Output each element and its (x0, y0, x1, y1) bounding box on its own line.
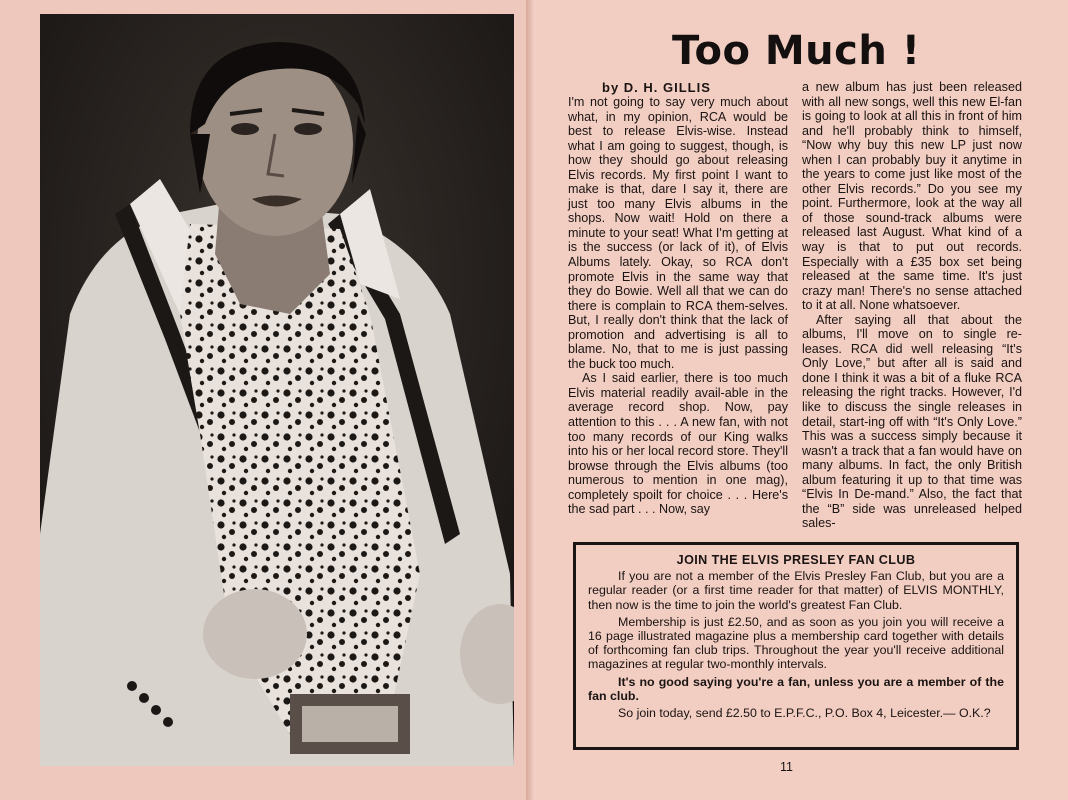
elvis-photo (40, 14, 514, 766)
fan-club-paragraph: Membership is just £2.50, and as soon as you join you will receive a 16 page illustrated magazine plus a membership card together with details of forthcoming fan club trips. Throughout the year you'll receive additional magazines at regular two-monthly intervals. (588, 614, 1004, 672)
article-column-1 (568, 95, 788, 517)
article-byline: by D. H. GILLIS (602, 80, 711, 95)
photo-illustration (40, 14, 514, 766)
left-page (0, 0, 532, 800)
fan-club-slogan: It's no good saying you're a fan, unless you are a member of the fan club. (588, 674, 1004, 703)
article-paragraph: As I said earlier, there is too much Elvis material readily avail-able in the average record shop. Now, pay attention to this . . . A new fan, with not too many records of our King walks into his or her local record store. They'll browse through the Elvis albums (too numerous to mention in one mag), completely spoilt for choice . . . Here's the sad part . . . Now, say (568, 371, 788, 517)
page-number: 11 (780, 760, 793, 774)
article-paragraph: a new album has just been released with all new songs, well this new El-fan is going to look at all this in front of him and he'll probably think to himself, “Now why buy this new LP just now when I can probably buy it anytime in the years to come just like most of the other Elvis records.” Do you see my point. Furthermore, look at the way all of those sound-track albums were released last August. What kind of a way is that to put out records. Especially with a £35 box set being released at the same time. It's just crazy man! There's no sense attached to it at all. None whatsoever. (802, 80, 1022, 313)
fan-club-heading: JOIN THE ELVIS PRESLEY FAN CLUB (676, 553, 916, 567)
article-paragraph: I'm not going to say very much about what, in my opinion, RCA would be best to release Elvis-wise. Instead what I am going to suggest, though, is how they should go about releasing Elvis records. My first point I want to make is that, dare I say it, there are just too many Elvis albums in the shops. Now wait! Hold on there a minute to your seat! What I'm getting at is the success (or lack of it), of Elvis Albums lately. Okay, so RCA don't promote Elvis in the same way that they do Bowie. Well all that we can do there is complain to RCA them-selves. But, I really don't think that the lack of promotion and advertising is all to blame. No, that to me is just passing the buck too much. (568, 95, 788, 371)
article-paragraph: After saying all that about the albums, I'll move on to single re-leases. RCA did well releasing “It's Only Love,” but after all is said and done I think it was a bit of a fluke RCA releasing the right tracks. However, I'd like to discuss the single releases in detail, start-ing off with “It's Only Love.” This was a success simply because it wasn't a track that a fan would have on many albums. In fact, the only British album featuring it up to that time was “Elvis In De-mand.” Also, the fact that the “B” side was unreleased helped sales- (802, 312, 1022, 531)
article-title: Too Much ! (672, 28, 921, 74)
article-column-2 (802, 80, 1022, 531)
fan-club-address: So join today, send £2.50 to E.P.F.C., P.O. Box 4, Leicester.— O.K.? (618, 706, 991, 721)
fan-club-box (573, 542, 1019, 750)
fan-club-paragraph: If you are not a member of the Elvis Presley Fan Club, but you are a regular reader (or a first time reader for that matter) of ELVIS MONTHLY, then now is the time to join the world's greatest Fan Club. (588, 569, 1004, 612)
